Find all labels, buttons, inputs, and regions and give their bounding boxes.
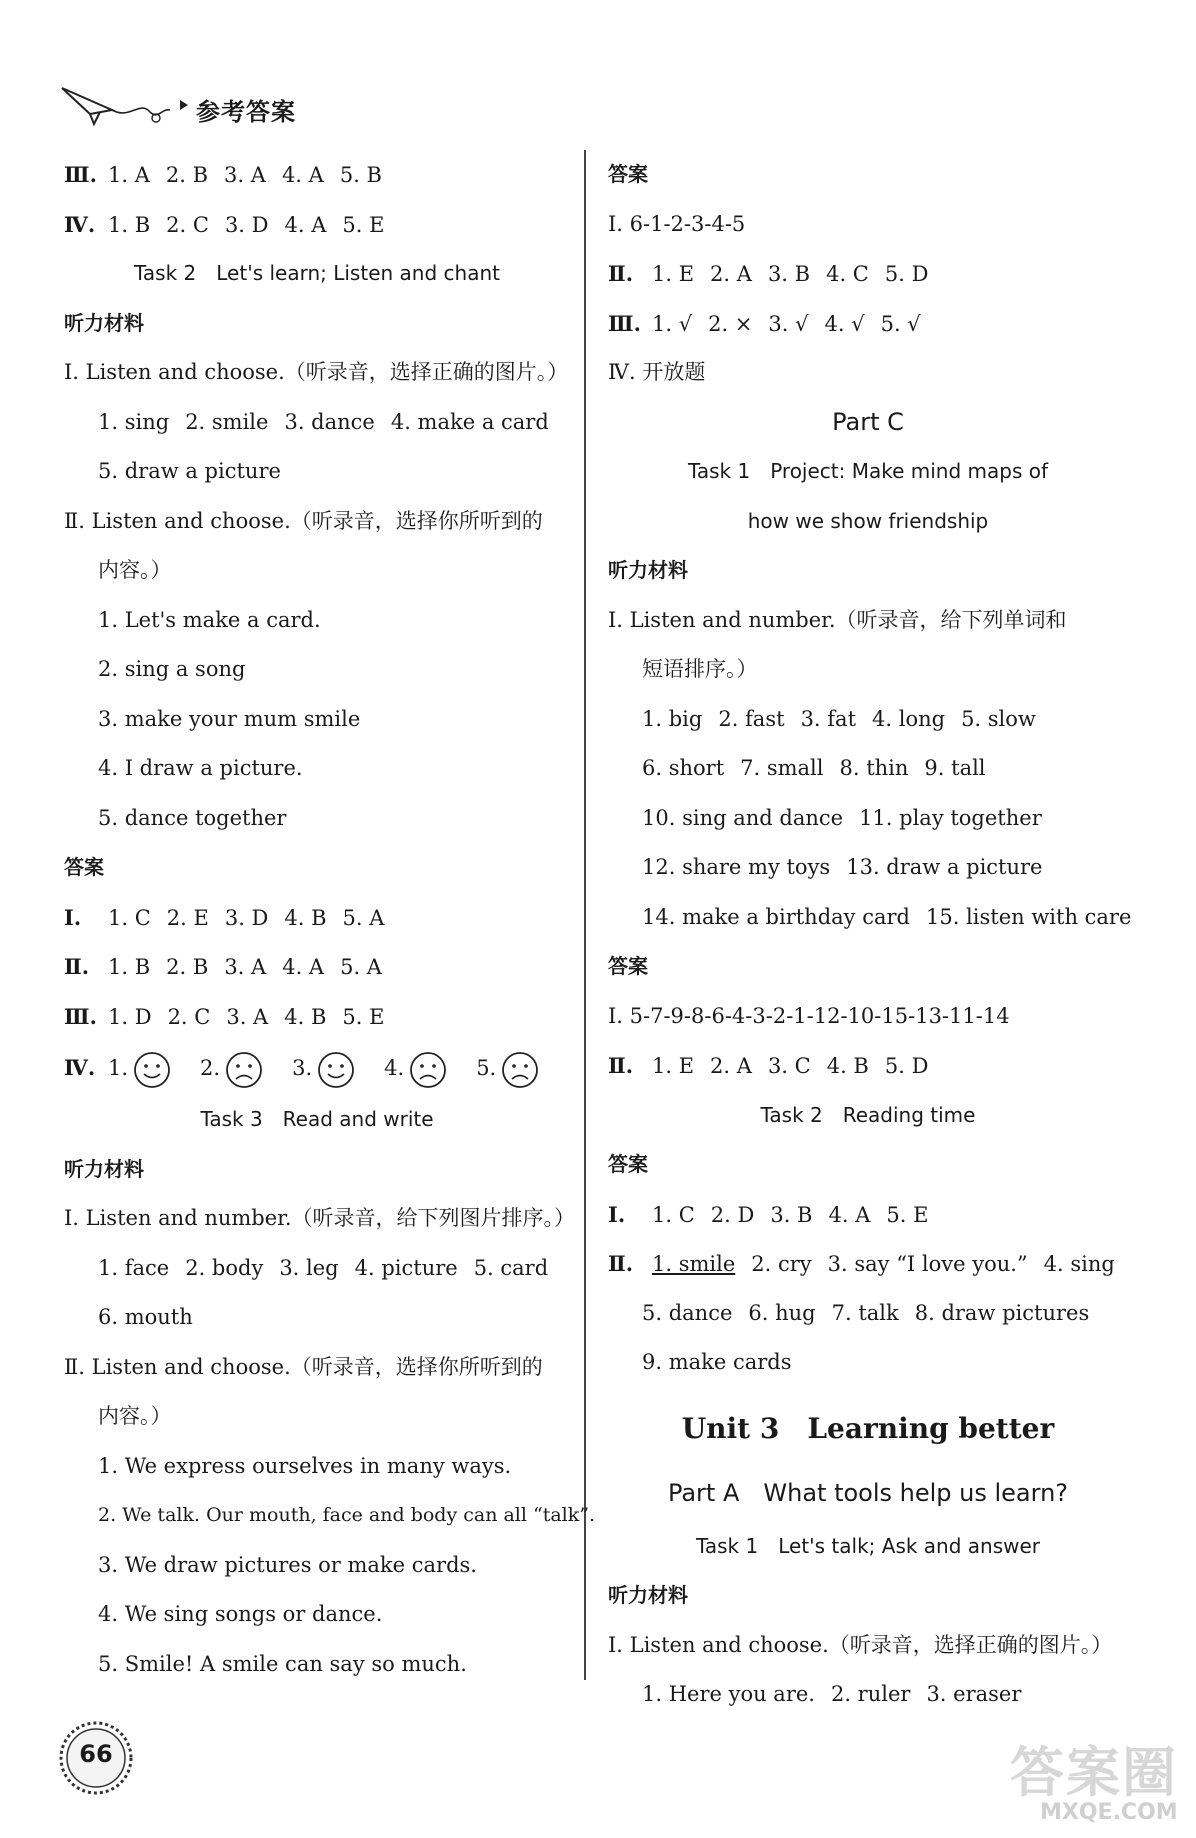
question-cont: 短语排序。）: [642, 657, 758, 681]
list-item: 10. sing and dance 11. play together: [642, 805, 1042, 830]
task-heading: Task 2 Let's learn; Listen and chant: [134, 261, 500, 285]
page-title: 参考答案: [196, 98, 296, 126]
page-number: 66: [79, 1740, 113, 1768]
question-cont: 内容。）: [98, 1404, 172, 1428]
answer-row: Ⅳ. 开放题: [608, 360, 706, 384]
list-item: 1. big 2. fast 3. fat 4. long 5. slow: [642, 706, 1036, 731]
list-item: 5. dance together: [98, 805, 287, 830]
list-item: 1. Let's make a card.: [98, 607, 321, 632]
list-item: 3. make your mum smile: [98, 706, 361, 731]
task-heading: Task 1 Let's talk; Ask and answer: [695, 1533, 1041, 1558]
right-column: [608, 150, 1132, 1720]
question-cont: 内容。）: [98, 558, 172, 582]
watermark-logo: 答案圈: [1010, 1741, 1178, 1804]
sad-face-icon: [408, 1050, 448, 1090]
question: Ⅰ. Listen and choose.（听录音，选择正确的图片。）: [64, 360, 569, 384]
section-label: 听力材料: [64, 310, 144, 335]
task-heading: Task 2 Reading time: [760, 1102, 976, 1127]
list-item: 1. sing 2. smile 3. dance 4. make a card: [98, 409, 549, 434]
answer-row: Ⅲ. 1. √ 2. × 3. √ 4. √ 5. √: [608, 310, 921, 336]
list-item: 2. sing a song: [98, 657, 246, 681]
section-label: 听力材料: [608, 558, 688, 582]
sad-face-icon: [224, 1050, 264, 1090]
list-item: 12. share my toys 13. draw a picture: [642, 855, 1043, 879]
section-label: 听力材料: [608, 1583, 688, 1607]
answer-row: Ⅲ. 1. A 2. B 3. A 4. A 5. B: [64, 162, 382, 187]
section-label: 答案: [608, 1152, 648, 1176]
answer-row: 5. dance 6. hug 7. talk 8. draw pictures: [642, 1300, 1090, 1325]
list-item: 14. make a birthday card 15. listen with care: [642, 904, 1132, 929]
list-item: 5. draw a picture: [98, 459, 281, 483]
part-heading: Part C: [832, 407, 904, 436]
arrow-icon: [180, 100, 188, 110]
task-heading: Task 3 Read and write: [200, 1107, 434, 1131]
answer-row: Ⅰ. 5-7-9-8-6-4-3-2-1-12-10-15-13-11-14: [608, 1003, 1010, 1028]
sad-face-icon: [500, 1050, 540, 1090]
list-item: 2. We talk. Our mouth, face and body can all “talk”.: [98, 1504, 596, 1526]
task-heading: Task 1 Project: Make mind maps of: [687, 459, 1049, 483]
question: Ⅰ. Listen and number.（听录音，给下列单词和: [608, 607, 1067, 632]
list-item: 4. I draw a picture.: [98, 756, 303, 780]
smile-face-icon: [132, 1050, 172, 1090]
answer-row: Ⅱ. 1. E 2. A 3. C 4. B 5. D: [608, 1053, 929, 1078]
list-item: 6. mouth: [98, 1305, 193, 1329]
list-item: 3. We draw pictures or make cards.: [98, 1552, 477, 1577]
left-column: [64, 150, 596, 1689]
column-divider: [584, 150, 586, 1680]
section-label: 答案: [64, 855, 104, 879]
list-item: 5. Smile! A smile can say so much.: [98, 1651, 467, 1676]
section-label: 答案: [608, 162, 648, 186]
list-item: 1. Here you are. 2. ruler 3. eraser: [642, 1682, 1022, 1706]
question: Ⅱ. Listen and choose.（听录音，选择你所听到的: [64, 508, 543, 533]
unit-title: Unit 3 Learning better: [681, 1411, 1055, 1445]
answer-row: Ⅱ. 1. smile 2. cry 3. say “I love you.” 4. sing: [608, 1251, 1115, 1276]
part-heading: Part A What tools help us learn?: [667, 1478, 1069, 1507]
task-heading-cont: how we show friendship: [747, 508, 989, 533]
answer-row: Ⅲ. 1. D 2. C 3. A 4. B 5. E: [64, 1003, 385, 1029]
answer-row: Ⅱ. 1. E 2. A 3. B 4. C 5. D: [608, 261, 929, 286]
answer-row: Ⅳ. 1. B 2. C 3. D 4. A 5. E: [64, 211, 385, 237]
question: Ⅱ. Listen and choose.（听录音，选择你所听到的: [64, 1354, 543, 1379]
section-label: 答案: [608, 954, 648, 978]
answer-row: Ⅰ. 6-1-2-3-4-5: [608, 211, 746, 236]
list-item: 1. face 2. body 3. leg 4. picture 5. card: [98, 1255, 549, 1280]
section-label: 听力材料: [64, 1156, 144, 1181]
question: Ⅰ. Listen and choose.（听录音，选择正确的图片。）: [608, 1632, 1113, 1657]
answer-row: 9. make cards: [642, 1350, 792, 1374]
answer-row: Ⅱ. 1. B 2. B 3. A 4. A 5. A: [64, 954, 382, 979]
answer-row-faces: Ⅳ. 1. 2. 3. 4. 5.: [64, 1041, 570, 1095]
list-item: 6. short 7. small 8. thin 9. tall: [642, 756, 986, 780]
list-item: 4. We sing songs or dance.: [98, 1602, 383, 1626]
watermark-url: MXQE.COM: [1040, 1800, 1178, 1825]
smile-face-icon: [316, 1050, 356, 1090]
answer-row: Ⅰ. 1. C 2. E 3. D 4. B 5. A: [64, 904, 385, 930]
question: Ⅰ. Listen and number.（听录音，给下列图片排序。）: [64, 1206, 576, 1230]
list-item: 1. We express ourselves in many ways.: [98, 1453, 512, 1478]
answer-row: Ⅰ. 1. C 2. D 3. B 4. A 5. E: [608, 1201, 929, 1227]
